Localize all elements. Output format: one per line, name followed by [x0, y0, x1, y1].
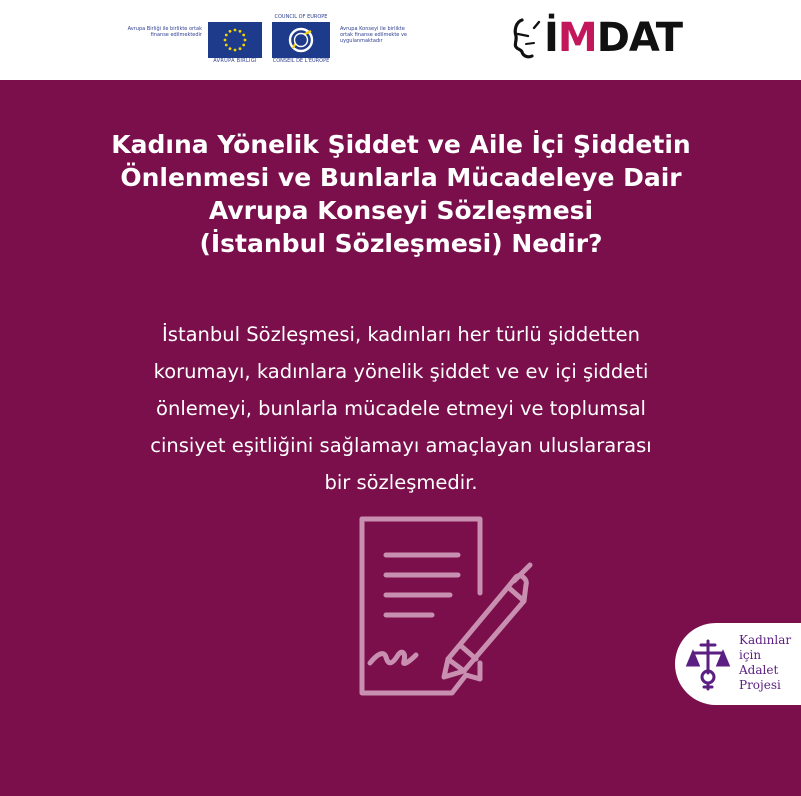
eu-flag-icon	[208, 22, 262, 58]
imdat-logo: İMDAT	[544, 15, 683, 61]
council-of-europe-logo-icon	[272, 22, 330, 58]
description-line: İstanbul Sözleşmesi, kadınları her türlü şiddetten	[162, 323, 640, 346]
eu-flag-label: AVRUPA BİRLİĞİ	[213, 58, 257, 64]
title-line: Önlenmesi ve Bunlarla Mücadeleye Dair	[120, 163, 682, 192]
page-title	[40, 128, 762, 260]
coe-cofunding-note: Avrupa Konseyi ile birlikte ortak finanse edilmekte ve uygulanmaktadır	[340, 26, 407, 44]
description-line: korumayı, kadınlara yönelik şiddet ve ev içi şiddeti	[153, 360, 649, 383]
badge-line: Kadınlar	[739, 633, 792, 647]
document-with-pen-icon	[340, 515, 540, 700]
description-line: önlemeyi, bunlarla mücadele etmeyi ve toplumsal	[156, 397, 646, 420]
coe-label-top: COUNCIL OF EUROPE	[274, 14, 328, 20]
title-line: Avrupa Konseyi Sözleşmesi	[208, 196, 594, 225]
scales-of-justice-venus-icon	[685, 637, 731, 691]
description-line: bir sözleşmedir.	[324, 471, 478, 494]
eu-cofunding-note: Avrupa Birliği ile birlikte ortak finanse edilmektedir	[127, 26, 202, 38]
top-logo-bar	[0, 0, 801, 80]
badge-line: için	[739, 648, 762, 662]
title-line: (İstanbul Sözleşmesi) Nedir?	[199, 229, 603, 258]
title-line: Kadına Yönelik Şiddet ve Aile İçi Şiddetin	[111, 130, 691, 159]
badge-line: Adalet	[739, 663, 779, 677]
description-paragraph	[60, 316, 742, 501]
coe-label-bottom: CONSEIL DE L'EUROPE	[272, 58, 330, 64]
badge-line: Projesi	[739, 678, 781, 692]
kadinlar-icin-adalet-text	[739, 633, 791, 693]
description-line: cinsiyet eşitliğini sağlamayı amaçlayan uluslararası	[150, 434, 652, 457]
imdat-face-icon	[512, 16, 542, 60]
kadinlar-icin-adalet-badge	[675, 623, 801, 705]
